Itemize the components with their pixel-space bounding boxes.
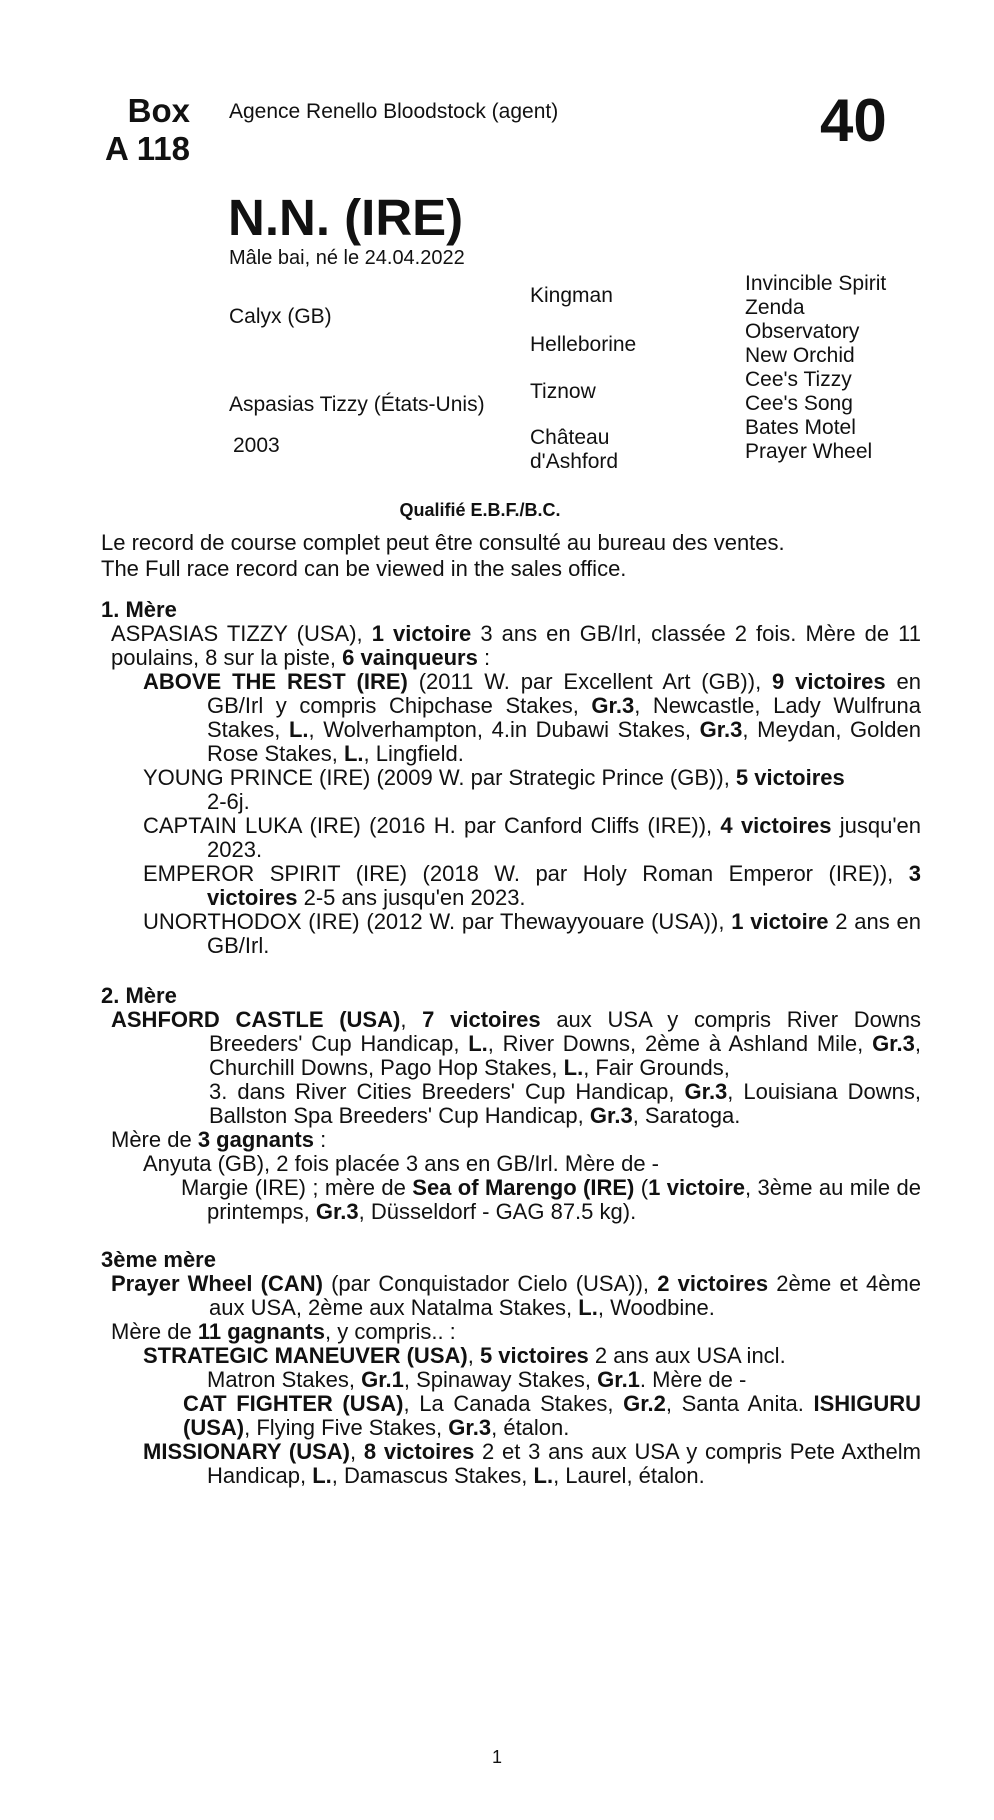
pedigree-great-grandparent: Cee's Song [745, 392, 853, 415]
agent-name: Agence Renello Bloodstock (agent) [229, 100, 559, 123]
pedigree-great-grandparent: New Orchid [745, 344, 855, 367]
section-first-dam: 1. Mère [101, 597, 177, 622]
dam-produce-intro: Mère de 3 gagnants : [111, 1127, 327, 1152]
qualification: Qualifié E.B.F./B.C. [399, 500, 561, 520]
page-number: 1 [491, 1747, 502, 1767]
produce-entry: Margie (IRE) ; mère de Sea of Marengo (IRE) (1 victoire, 3ème au mile de printemps, Gr.3, Düsseldorf - GAG 87.5 kg). [181, 1175, 922, 1224]
produce-entry: CAPTAIN LUKA (IRE) (2016 H. par Canford Cliffs (IRE)), 4 victoires jusqu'en 2023. [143, 813, 921, 862]
section-second-dam: 2. Mère [101, 983, 177, 1008]
pedigree-sire: Calyx (GB) [229, 305, 332, 328]
dam-produce-intro: Mère de 11 gagnants, y compris.. : [111, 1319, 456, 1344]
produce-entry: Anyuta (GB), 2 fois placée 3 ans en GB/Irl. Mère de - [143, 1151, 660, 1176]
pedigree-grandparent: Helleborine [530, 333, 637, 356]
dam-entry-cont: 3. dans River Cities Breeders' Cup Handicap, Gr.3, Louisiana Downs, Ballston Spa Breeders' Cup Handicap, Gr.3, Saratoga. [209, 1079, 922, 1128]
horse-description: Mâle bai, né le 24.04.2022 [229, 247, 465, 269]
pedigree-great-grandparent: Prayer Wheel [745, 440, 873, 463]
produce-entry-note: 2-6j. [207, 789, 250, 814]
pedigree-great-grandparent: Zenda [745, 296, 805, 319]
produce-entry: YOUNG PRINCE (IRE) (2009 W. par Strategic Prince (GB)), 5 victoires [143, 765, 845, 790]
section-third-dam: 3ème mère [101, 1247, 216, 1272]
record-note: Le record de course complet peut être consulté au bureau des ventes. The Full race record can be viewed in the sales office. [101, 530, 785, 581]
dam-entry: ASPASIAS TIZZY (USA), 1 victoire 3 ans en GB/Irl, classée 2 fois. Mère de 11 poulains, 8 sur la piste, 6 vainqueurs : [111, 621, 922, 670]
pedigree-great-grandparent: Observatory [745, 320, 860, 343]
horse-name: N.N. (IRE) [228, 189, 464, 246]
pedigree-great-grandparent: Invincible Spirit [745, 272, 887, 295]
produce-entry: MISSIONARY (USA), 8 victoires 2 et 3 ans aux USA y compris Pete Axthelm Handicap, L., Damascus Stakes, L., Laurel, étalon. [143, 1439, 921, 1488]
lot-number: 40 [820, 87, 887, 154]
dam-entry: Prayer Wheel (CAN) (par Conquistador Cielo (USA)), 2 victoires 2ème et 4ème aux USA, 2ème aux Natalma Stakes, L., Woodbine. [111, 1271, 921, 1320]
pedigree-dam-year: 2003 [233, 434, 280, 457]
pedigree-great-grandparent: Cee's Tizzy [745, 368, 852, 391]
dam-entry: ASHFORD CASTLE (USA), 7 victoires aux USA y compris River Downs Breeders' Cup Handicap, L., River Downs, 2ème à Ashland Mile, Gr.3, Churchill Downs, Pago Hop Stakes, L., Fair Grounds, [111, 1007, 921, 1080]
pedigree-grandparent: Château d'Ashford [530, 426, 619, 473]
pedigree-dam: Aspasias Tizzy (États-Unis) [229, 393, 485, 416]
produce-entry: STRATEGIC MANEUVER (USA), 5 victoires 2 ans aux USA incl. [143, 1343, 786, 1368]
pedigree-grandparent: Kingman [530, 284, 613, 307]
pedigree-great-grandparent: Bates Motel [745, 416, 856, 439]
catalogue-body [101, 598, 921, 1488]
produce-entry: EMPEROR SPIRIT (IRE) (2018 W. par Holy Roman Emperor (IRE)), 3 victoires 2-5 ans jusqu'en 2023. [143, 861, 921, 910]
produce-entry: CAT FIGHTER (USA), La Canada Stakes, Gr.2, Santa Anita. ISHIGURU (USA), Flying Five Stakes, Gr.3, étalon. [183, 1391, 922, 1440]
box-label: Box A 118 [104, 92, 190, 167]
produce-entry: ABOVE THE REST (IRE) (2011 W. par Excellent Art (GB)), 9 victoires en GB/Irl y compris Chipchase Stakes, Gr.3, Newcastle, Lady Wulfruna Stakes, L., Wolverhampton, 4.in Dubawi Stakes, Gr.3, Meydan, Golden Rose Stakes, L., Lingfield. [143, 669, 921, 766]
produce-entry-note: Matron Stakes, Gr.1, Spinaway Stakes, Gr.1. Mère de - [207, 1367, 747, 1392]
produce-entry: UNORTHODOX (IRE) (2012 W. par Thewayyouare (USA)), 1 victoire 2 ans en GB/Irl. [143, 909, 922, 958]
pedigree-grandparent: Tiznow [530, 380, 596, 403]
